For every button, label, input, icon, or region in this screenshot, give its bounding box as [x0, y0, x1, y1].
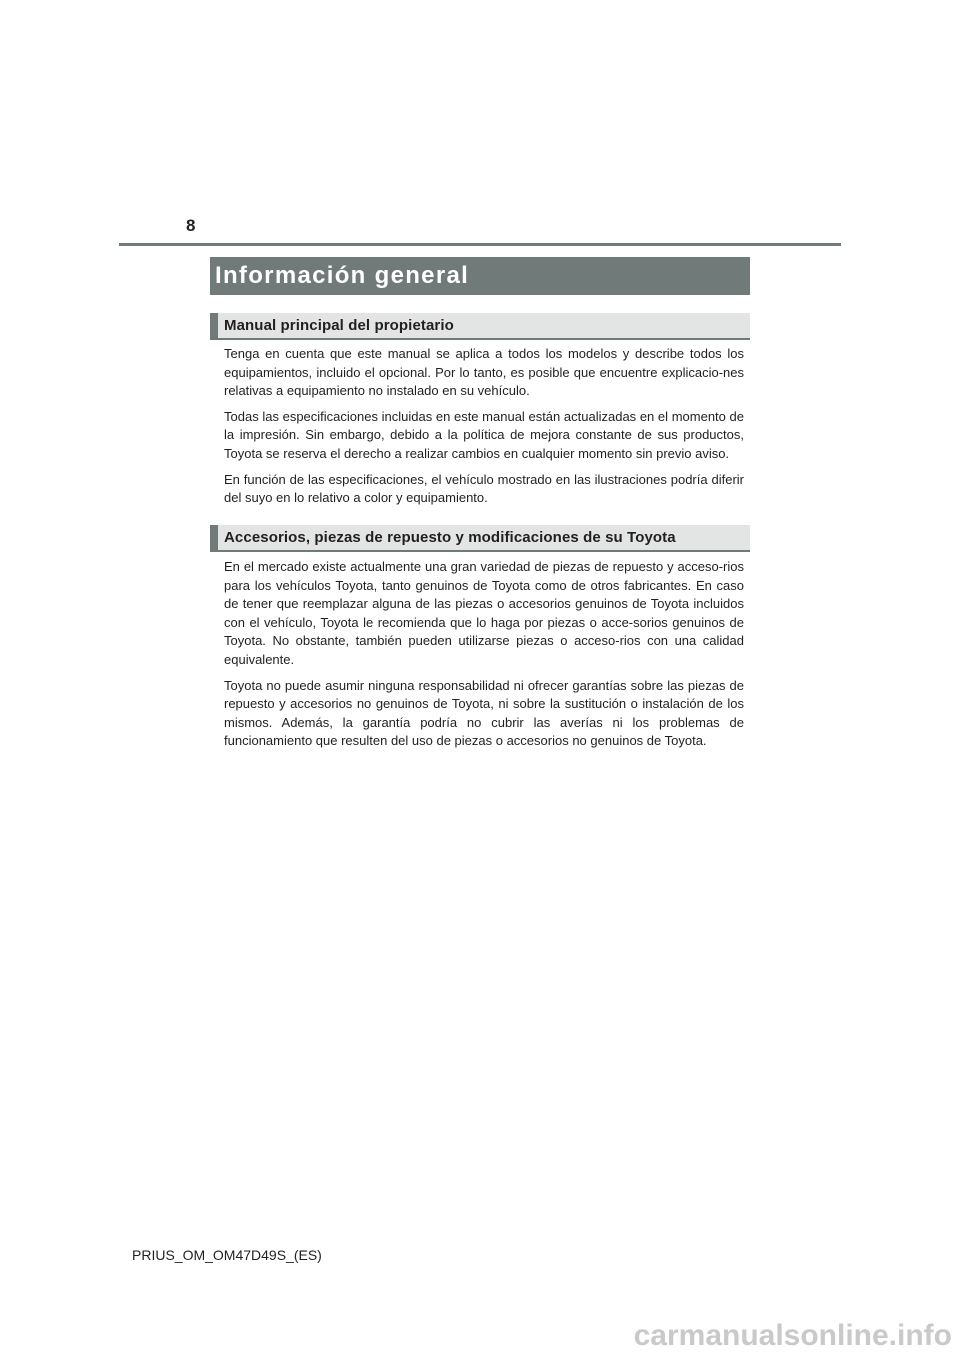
watermark-text: carmanualsonline.info: [633, 1319, 952, 1352]
paragraph: Tenga en cuenta que este manual se aplica a todos los modelos y describe todos los equipamientos, incluido el opcional. Por lo tanto, es posible que encuentre explicacio-nes relativas a equipamiento no instalado en su vehículo.: [224, 346, 744, 399]
paragraph: Todas las especificaciones incluidas en este manual están actualizadas en el momento de la impresión. Sin embargo, debido a la política de mejora constante de sus productos, Toyota se reserva el derecho a realizar cambios en cualquier momento sin previo aviso.: [224, 408, 744, 461]
paragraph: En el mercado existe actualmente una gran variedad de piezas de repuesto y acceso-rios para los vehículos Toyota, tanto genuinos de Toyota como de otros fabricantes. En caso de tener que reemplazar alguna de las piezas o accesorios genuinos de Toyota incluidos con el vehículo, Toyota le recomienda que lo haga por piezas o acce-sorios genuinos de Toyota. No obstante, también pueden utilizarse piezas o acceso-rios con una calidad equivalente.: [224, 559, 744, 667]
footer-document-code: PRIUS_OM_OM47D49S_(ES): [132, 1247, 322, 1263]
watermark-logo: [622, 1316, 954, 1354]
paragraph: En función de las especificaciones, el vehículo mostrado en las ilustraciones podría diferir del suyo en lo relativo a color y equipamiento.: [224, 471, 744, 506]
header-rule: [119, 243, 841, 246]
section-body-accessories: [224, 558, 744, 758]
section-heading-accessories: Accesorios, piezas de repuesto y modificaciones de su Toyota: [210, 525, 750, 552]
section-heading-owners-manual: Manual principal del propietario: [210, 313, 750, 340]
section-body-owners-manual: [224, 345, 744, 515]
chapter-title: Información general: [210, 257, 750, 295]
paragraph: Toyota no puede asumir ninguna responsabilidad ni ofrecer garantías sobre las piezas de repuesto y accesorios no genuinos de Toyota, ni sobre la sustitución o instalación de los mismos. Además, la garantía podría no cubrir las averías ni los problemas de funcionamiento que resulten del uso de piezas o accesorios no genuinos de Toyota.: [224, 677, 744, 749]
page-number: 8: [186, 216, 196, 235]
